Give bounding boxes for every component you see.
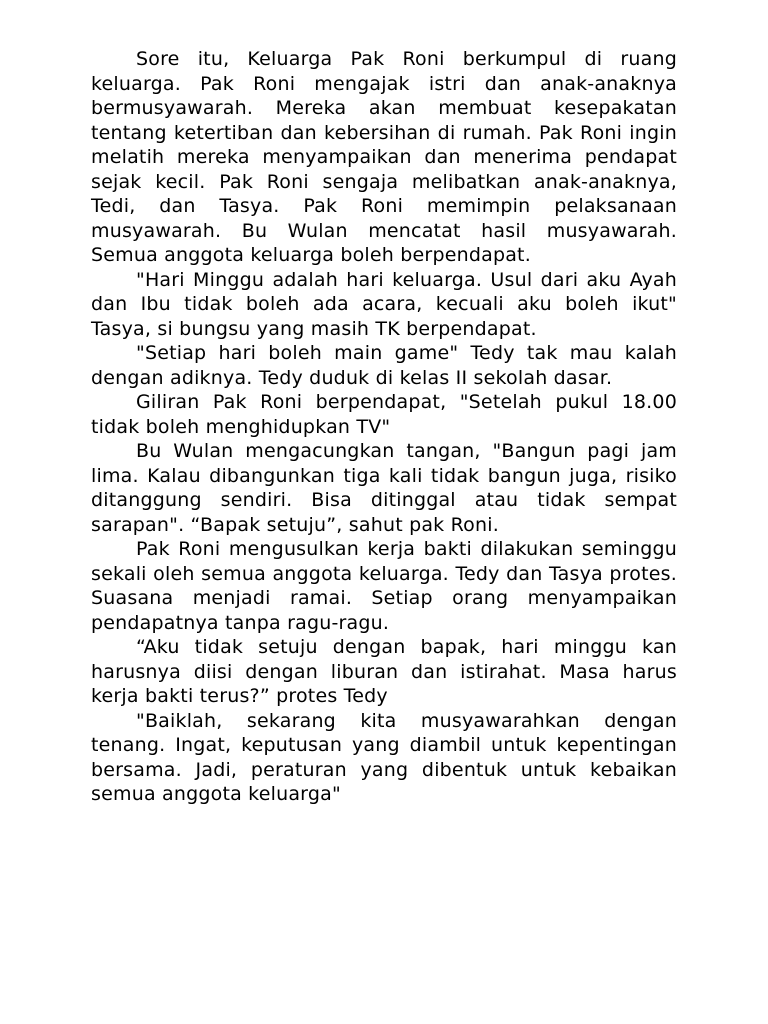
paragraph-5: Bu Wulan mengacungkan tangan, "Bangun pagi jam lima. Kalau dibangunkan tiga kali tidak bangun juga, risiko ditanggung sendiri. Bisa ditinggal atau tidak sempat sarapan". “Bapak setuju”, sahut pak Roni. [91, 440, 677, 536]
document-page [91, 47, 677, 807]
paragraph-6: Pak Roni mengusulkan kerja bakti dilakukan seminggu sekali oleh semua anggota keluarga. Tedy dan Tasya protes. Suasana menjadi ramai. Setiap orang menyampaikan pendapatnya tanpa ragu-ragu. [91, 538, 677, 634]
paragraph-3: "Setiap hari boleh main game" Tedy tak mau kalah dengan adiknya. Tedy duduk di kelas II sekolah dasar. [91, 342, 677, 389]
paragraph-2: "Hari Minggu adalah hari keluarga. Usul dari aku Ayah dan Ibu tidak boleh ada acara, kecuali aku boleh ikut" Tasya, si bungsu yang masih TK berpendapat. [91, 268, 677, 340]
paragraph-8: "Baiklah, sekarang kita musyawarahkan dengan tenang. Ingat, keputusan yang diambil untuk kepentingan bersama. Jadi, peraturan yang dibentuk untuk kebaikan semua anggota keluarga" [91, 709, 677, 805]
paragraph-1: Sore itu, Keluarga Pak Roni berkumpul di ruang keluarga. Pak Roni mengajak istri dan anak-anaknya bermusyawarah. Mereka akan membuat kesepakatan tentang ketertiban dan kebersihan di rumah. Pak Roni ingin melatih mereka menyampaikan dan menerima pendapat sejak kecil. Pak Roni sengaja melibatkan anak-anaknya, Tedi, dan Tasya. Pak Roni memimpin pelaksanaan musyawarah. Bu Wulan mencatat hasil musyawarah. Semua anggota keluarga boleh berpendapat. [91, 48, 677, 266]
paragraph-4: Giliran Pak Roni berpendapat, "Setelah pukul 18.00 tidak boleh menghidupkan TV" [91, 391, 677, 438]
paragraph-7: “Aku tidak setuju dengan bapak, hari minggu kan harusnya diisi dengan liburan dan istirahat. Masa harus kerja bakti terus?” protes Tedy [91, 636, 677, 707]
